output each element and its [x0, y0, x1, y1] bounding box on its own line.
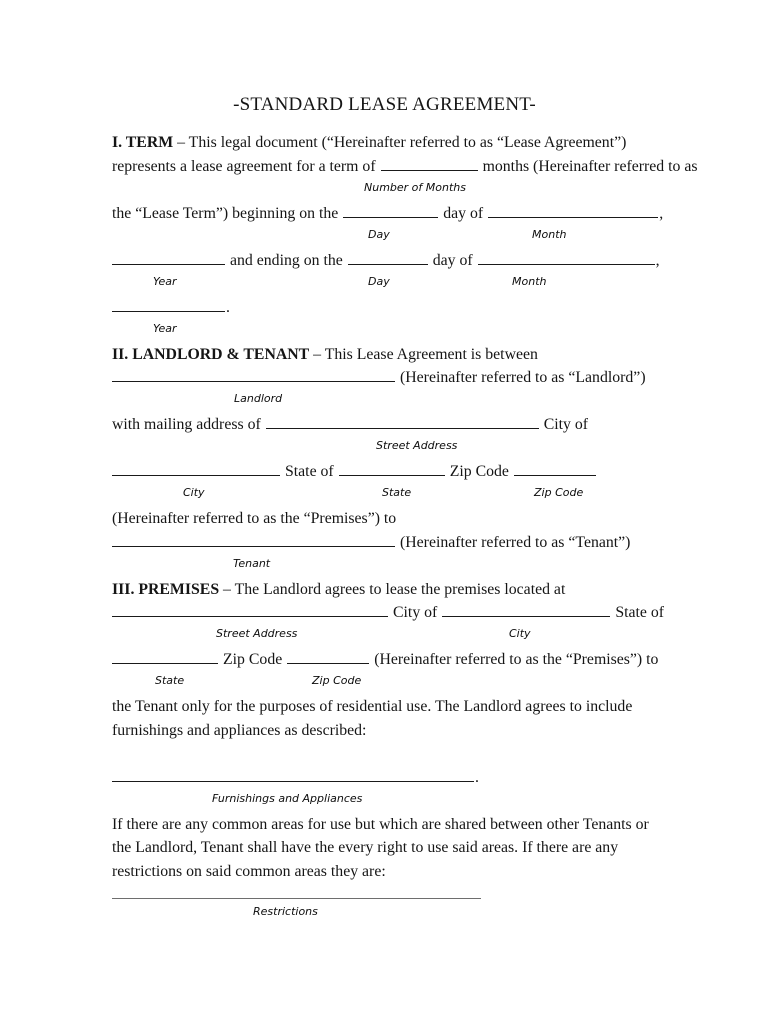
mailing-address-before: with mailing address of — [112, 416, 261, 433]
begin-month-field[interactable] — [488, 202, 658, 218]
end-year-field[interactable] — [112, 296, 225, 312]
term-months-after: months (Hereinafter referred to as — [482, 157, 698, 175]
landlord-street-address-label: Street Address — [376, 439, 458, 452]
term-months-line — [112, 155, 698, 179]
premises-zip-label: Zip Code — [312, 674, 362, 687]
residential-use-paragraph: the Tenant only for the purposes of residential use. The Landlord agrees to include furnishings and appliances as described: — [112, 698, 633, 739]
landlord-city-state-zip-labels — [112, 486, 657, 499]
premises-state-field[interactable] — [112, 648, 218, 664]
landlord-city-state-zip-line — [112, 460, 657, 484]
premises-city-field[interactable] — [442, 601, 610, 617]
premises-heading-line — [112, 578, 657, 602]
term-ending-dayof: day of — [432, 251, 473, 269]
end-month-label: Month — [512, 274, 547, 288]
landlord-name-labels — [112, 392, 657, 405]
term-intro-paragraph — [112, 131, 657, 155]
landlord-tenant-heading-rest: – This Lease Agreement is between — [309, 345, 538, 363]
premises-street-address-label: Street Address — [216, 627, 298, 640]
landlord-stateof-text: State of — [285, 463, 334, 480]
premises-zip-field[interactable] — [287, 648, 369, 664]
furnishings-field[interactable] — [112, 766, 474, 782]
term-beginning-dayof: day of — [443, 204, 484, 222]
landlord-zip-field[interactable] — [514, 460, 596, 476]
term-ending-comma: , — [655, 251, 660, 269]
landlord-city-label: City — [183, 486, 205, 499]
landlord-street-address-field[interactable] — [266, 413, 539, 429]
restrictions-field[interactable] — [112, 886, 481, 899]
begin-month-label: Month — [532, 227, 567, 241]
term-ending-line — [112, 249, 660, 273]
tenant-ref-text: (Hereinafter referred to as “Tenant”) — [400, 533, 631, 551]
term-months-labels — [112, 181, 657, 194]
landlord-premises-ref-text: (Hereinafter referred to as the “Premises”) to — [112, 510, 397, 527]
term-ending-labels — [112, 275, 657, 288]
term-heading-rest: – This legal document (“Hereinafter referred to as “Lease Agreement”) — [173, 134, 627, 151]
furnishings-label: Furnishings and Appliances — [212, 791, 363, 805]
term-ending-mid: and ending on the — [230, 251, 343, 269]
term-beginning-comma: , — [659, 204, 664, 222]
landlord-zip-label: Zip Code — [534, 486, 584, 499]
premises-cityof-text: City of — [393, 604, 438, 621]
premises-street-city-labels — [112, 627, 657, 640]
landlord-state-field[interactable] — [339, 460, 445, 476]
restrictions-label: Restrictions — [253, 905, 318, 918]
furnishings-labels — [112, 792, 657, 805]
furnishings-line — [112, 766, 657, 790]
landlord-cityof-text: City of — [543, 416, 589, 433]
begin-year-label: Year — [153, 274, 177, 288]
landlord-name-line — [112, 366, 657, 390]
number-of-months-field[interactable] — [381, 155, 478, 171]
end-day-label: Day — [368, 274, 390, 288]
end-month-field[interactable] — [478, 249, 655, 265]
premises-state-zip-line — [112, 648, 657, 672]
tenant-name-field[interactable] — [112, 531, 395, 547]
landlord-zipcode-text: Zip Code — [449, 463, 509, 480]
term-beginning-labels — [112, 228, 657, 241]
tenant-label: Tenant — [233, 556, 271, 570]
premises-state-zip-labels — [112, 674, 657, 687]
landlord-ref-text: (Hereinafter referred to as “Landlord”) — [400, 369, 646, 386]
term-endyear-line — [112, 296, 657, 320]
number-of-months-label: Number of Months — [364, 180, 466, 194]
premises-stateof-text: State of — [615, 604, 665, 621]
premises-city-label: City — [509, 627, 531, 640]
premises-ref-text: (Hereinafter referred to as the “Premises”) to — [374, 651, 659, 668]
term-beginning-before: the “Lease Term”) beginning on the — [112, 204, 339, 222]
term-heading: I. TERM — [112, 134, 174, 151]
term-endyear-labels — [112, 322, 657, 335]
begin-year-field[interactable] — [112, 249, 225, 265]
landlord-address-labels — [112, 439, 657, 452]
tenant-name-labels — [112, 557, 657, 570]
term-endyear-period: . — [226, 298, 230, 316]
term-beginning-line — [112, 202, 664, 226]
premises-state-label: State — [155, 674, 185, 687]
premises-zipcode-text: Zip Code — [223, 651, 283, 668]
landlord-city-field[interactable] — [112, 460, 280, 476]
tenant-name-line — [112, 531, 657, 555]
furnishings-period: . — [475, 768, 479, 786]
premises-street-city-line — [112, 601, 665, 625]
end-year-label: Year — [153, 321, 177, 335]
premises-heading-rest: – The Landlord agrees to lease the premises located at — [219, 580, 566, 598]
end-day-field[interactable] — [348, 249, 428, 265]
premises-street-address-field[interactable] — [112, 601, 388, 617]
landlord-tenant-heading-line — [112, 343, 657, 367]
premises-heading: III. PREMISES — [112, 580, 220, 598]
landlord-label: Landlord — [234, 392, 283, 405]
restrictions-labels — [112, 905, 657, 918]
begin-day-field[interactable] — [343, 202, 438, 218]
premises-to-line — [112, 507, 657, 531]
landlord-address-line — [112, 413, 657, 437]
begin-day-label: Day — [368, 227, 390, 241]
common-areas-paragraph: If there are any common areas for use but which are shared between other Tenants or the Landlord, Tenant shall have the every right to use said areas. If there are any restrictions on said common areas they are: — [112, 815, 649, 880]
term-months-before: represents a lease agreement for a term of — [112, 157, 376, 175]
landlord-name-field[interactable] — [112, 366, 395, 382]
landlord-state-label: State — [382, 486, 412, 499]
document-title: -STANDARD LEASE AGREEMENT- — [233, 94, 536, 115]
document-content — [112, 92, 698, 918]
landlord-tenant-heading: II. LANDLORD & TENANT — [112, 345, 310, 363]
